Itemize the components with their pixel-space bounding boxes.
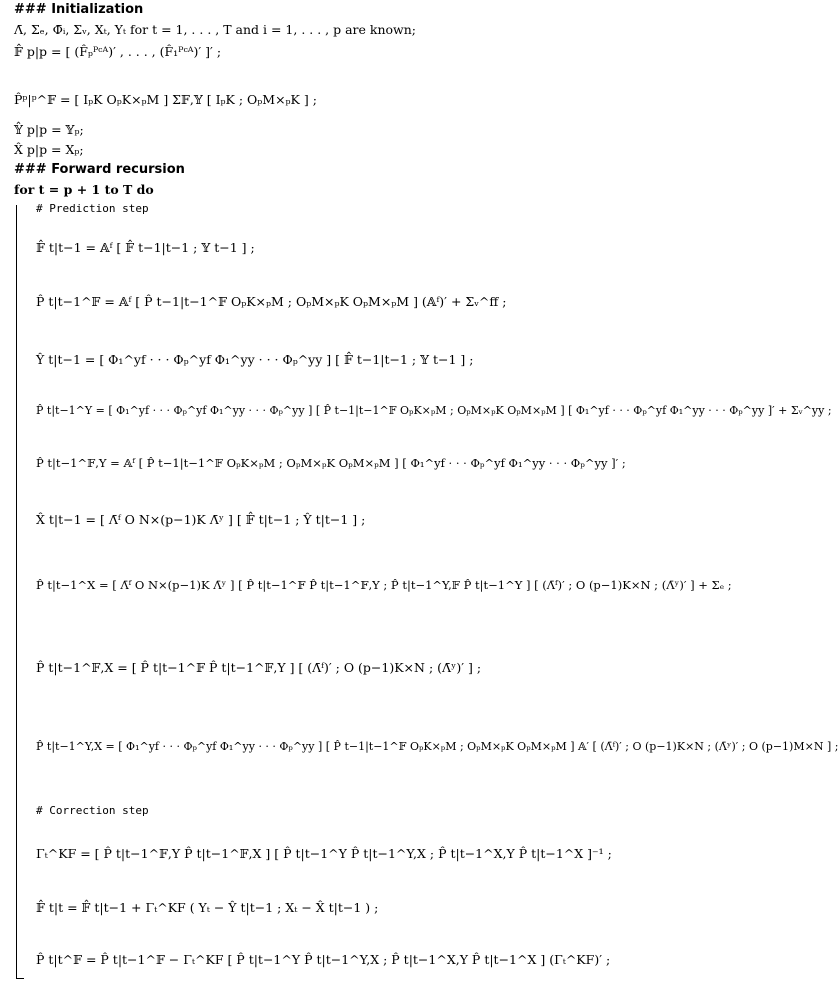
init-Y-equation: 𝕐̂ p|p = 𝕐ₚ; (14, 122, 84, 137)
loop-body-bar (16, 205, 17, 979)
eq-P-FX-pred: P̂ t|t−1^𝔽,X = [ P̂ t|t−1^𝔽 P̂ t|t−1^𝔽,Y ] [ (Λ̄ᶠ)′ ; O (p−1)K×N ; (Λ̄ʸ)′ ] ; (36, 660, 482, 675)
init-heading: ### Initialization (14, 2, 144, 17)
correction-comment: # Correction step (36, 804, 149, 817)
init-X-equation: X̂ p|p = Xₚ; (14, 142, 84, 157)
init-F-equation: 𝔽̂ p|p = [ (F̂ₚᴾᶜᴬ)′ , . . . , (F̂₁ᴾᶜᴬ)′ ]′ ; (14, 44, 222, 59)
eq-P-X-pred: P̂ t|t−1^X = [ Λ̄ᶠ O N×(p−1)K Λ̄ʸ ] [ P̂ t|t−1^𝔽 P̂ t|t−1^𝔽,Y ; P̂ t|t−1^Y,𝔽 P̂ t|t−1^Y ] [ (Λ̄ᶠ)′ ; O (p−1)K×N ; (Λ̄ʸ)′ ] + Σₑ ; (36, 578, 732, 592)
eq-X-pred: X̂ t|t−1 = [ Λ̄ᶠ O N×(p−1)K Λ̄ʸ ] [ 𝔽̂ t|t−1 ; Ŷ t|t−1 ] ; (36, 512, 366, 527)
eq-Y-pred: Ŷ t|t−1 = [ Φ₁^yf · · · Φₚ^yf Φ₁^yy · · · Φₚ^yy ] [ 𝔽̂ t−1|t−1 ; 𝕐 t−1 ] ; (36, 352, 474, 367)
eq-F-pred: 𝔽̂ t|t−1 = 𝔸ᶠ [ 𝔽̂ t−1|t−1 ; 𝕐 t−1 ] ; (36, 240, 255, 255)
eq-P-YX-pred: P̂ t|t−1^Y,X = [ Φ₁^yf · · · Φₚ^yf Φ₁^yy · · · Φₚ^yy ] [ P̂ t−1|t−1^𝔽 OₚK×ₚM ; OₚM×ₚK OₚM×ₚM ] 𝔸′ [ (Λ̄ᶠ)′ ; O (p−1)K×N ; (Λ̄ʸ)′ ; O (p−1)M×N ] ; (36, 740, 838, 753)
eq-P-Y-pred: P̂ t|t−1^Y = [ Φ₁^yf · · · Φₚ^yf Φ₁^yy · · · Φₚ^yy ] [ P̂ t−1|t−1^𝔽 OₚK×ₚM ; OₚM×ₚK OₚM×ₚM ] [ Φ₁^yf · · · Φₚ^yf Φ₁^yy · · · Φₚ^yy ]′ + Σᵥ^yy ; (36, 404, 832, 417)
eq-P-F-pred: P̂ t|t−1^𝔽 = 𝔸ᶠ [ P̂ t−1|t−1^𝔽 OₚK×ₚM ; OₚM×ₚK OₚM×ₚM ] (𝔸ᶠ)′ + Σᵥ^ff ; (36, 294, 507, 309)
forward-heading: ### Forward recursion (14, 162, 185, 177)
loop-header: for t = p + 1 to T do (14, 182, 154, 197)
eq-F-update: 𝔽̂ t|t = 𝔽̂ t|t−1 + Γₜ^KF ( Yₜ − Ŷ t|t−1 ; Xₜ − X̂ t|t−1 ) ; (36, 900, 379, 915)
eq-P-update: P̂ t|t^𝔽 = P̂ t|t−1^𝔽 − Γₜ^KF [ P̂ t|t−1^Y P̂ t|t−1^Y,X ; P̂ t|t−1^X,Y P̂ t|t−1^X ] (Γₜ^KF)′ ; (36, 952, 611, 967)
init-P-equation: P̂ᵖ|ᵖ^𝔽 = [ IₚK OₚK×ₚM ] Σ𝔽,𝕐 [ IₚK ; OₚM×ₚK ] ; (14, 92, 317, 107)
eq-gain: Γₜ^KF = [ P̂ t|t−1^𝔽,Y P̂ t|t−1^𝔽,X ] [ P̂ t|t−1^Y P̂ t|t−1^Y,X ; P̂ t|t−1^X,Y P̂ t|t−1^X ]⁻¹ ; (36, 846, 612, 861)
init-known-line: Λ̄, Σₑ, Φ̄ᵢ, Σᵥ, Xₜ, Yₜ for t = 1, . . . , T and i = 1, . . . , p are known; (14, 22, 416, 37)
prediction-comment: # Prediction step (36, 202, 149, 215)
loop-body-end (16, 978, 24, 979)
eq-P-FY-pred: P̂ t|t−1^𝔽,Y = 𝔸ᶠ [ P̂ t−1|t−1^𝔽 OₚK×ₚM ; OₚM×ₚK OₚM×ₚM ] [ Φ₁^yf · · · Φₚ^yf Φ₁^yy · · · Φₚ^yy ]′ ; (36, 456, 626, 470)
